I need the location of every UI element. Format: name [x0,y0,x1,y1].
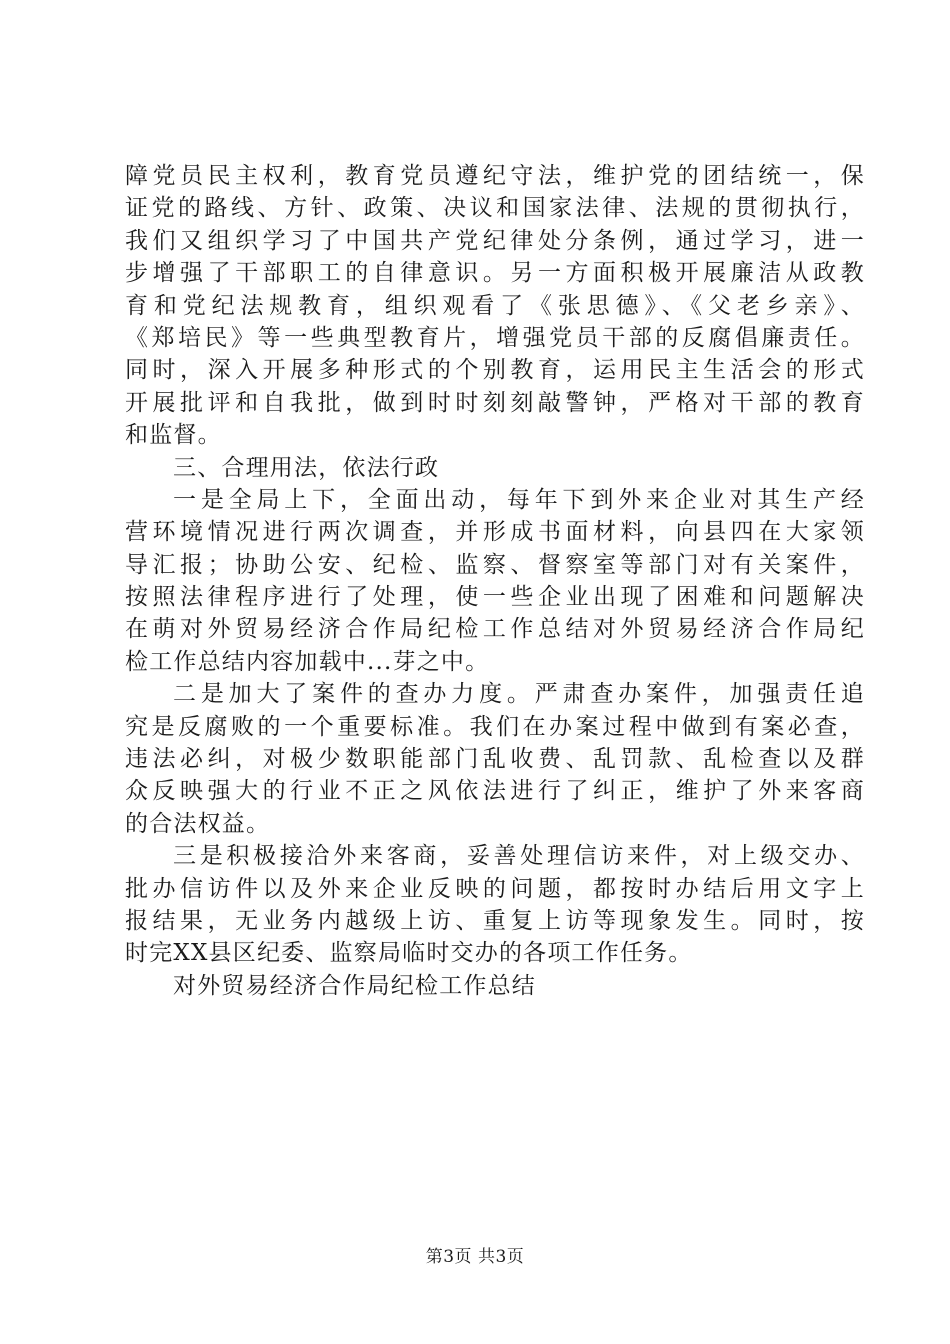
text-line: 检工作总结内容加载中...芽之中。 [125,648,490,675]
page-number-footer: 第3页 共3页 [425,1247,525,1267]
text-line: 证党的路线、方针、政策、决议和国家法律、法规的贯彻执行， [125,195,865,222]
text-line: 违法必纠，对极少数职能部门乱收费、乱罚款、乱检查以及群 [125,746,865,773]
text-line: 营环境情况进行两次调查，并形成书面材料，向县四在大家领 [125,519,865,546]
text-line: 究是反腐败的一个重要标准。我们在办案过程中做到有案必查， [125,713,865,740]
text-line: 时完XX县区纪委、监察局临时交办的各项工作任务。 [125,940,693,967]
text-line: 在萌对外贸易经济合作局纪检工作总结对外贸易经济合作局纪 [125,616,865,643]
text-line: 我们又组织学习了中国共产党纪律处分条例，通过学习，进一 [125,227,865,254]
text-line: 众反映强大的行业不正之风依法进行了纠正，维护了外来客商 [125,778,865,805]
section-heading: 三、合理用法，依法行政 [173,454,440,481]
text-line: 一是全局上下，全面出动，每年下到外来企业对其生产经 [173,486,865,513]
text-line: 的合法权益。 [125,810,271,837]
text-line: 报结果，无业务内越级上访、重复上访等现象发生。同时，按 [125,907,865,934]
text-line: 批办信访件以及外来企业反映的问题，都按时办结后用文字上 [125,875,865,902]
text-line: 二是加大了案件的查办力度。严肃查办案件，加强责任追 [173,681,865,708]
text-line: 步增强了干部职工的自律意识。另一方面积极开展廉洁从政教 [125,260,865,287]
text-line: 和监督。 [125,422,222,449]
document-closing-title: 对外贸易经济合作局纪检工作总结 [173,972,536,999]
text-line: 障党员民主权利，教育党员遵纪守法，维护党的团结统一，保 [125,163,865,189]
text-line: 三是积极接洽外来客商，妥善处理信访来件，对上级交办、 [173,843,865,870]
document-body [125,160,865,1002]
text-line: 按照法律程序进行了处理，使一些企业出现了困难和问题解决 [125,584,865,611]
text-line: 导汇报；协助公安、纪检、监察、督察室等部门对有关案件， [125,551,865,578]
text-line: 开展批评和自我批，做到时时刻刻敲警钟，严格对干部的教育 [125,389,865,416]
text-line: 《郑培民》等一些典型教育片，增强党员干部的反腐倡廉责任。 [125,324,865,351]
text-line: 育和党纪法规教育，组织观看了《张思德》、《父老乡亲》、 [125,292,865,319]
text-line: 同时，深入开展多种形式的个别教育，运用民主生活会的形式 [125,357,865,384]
